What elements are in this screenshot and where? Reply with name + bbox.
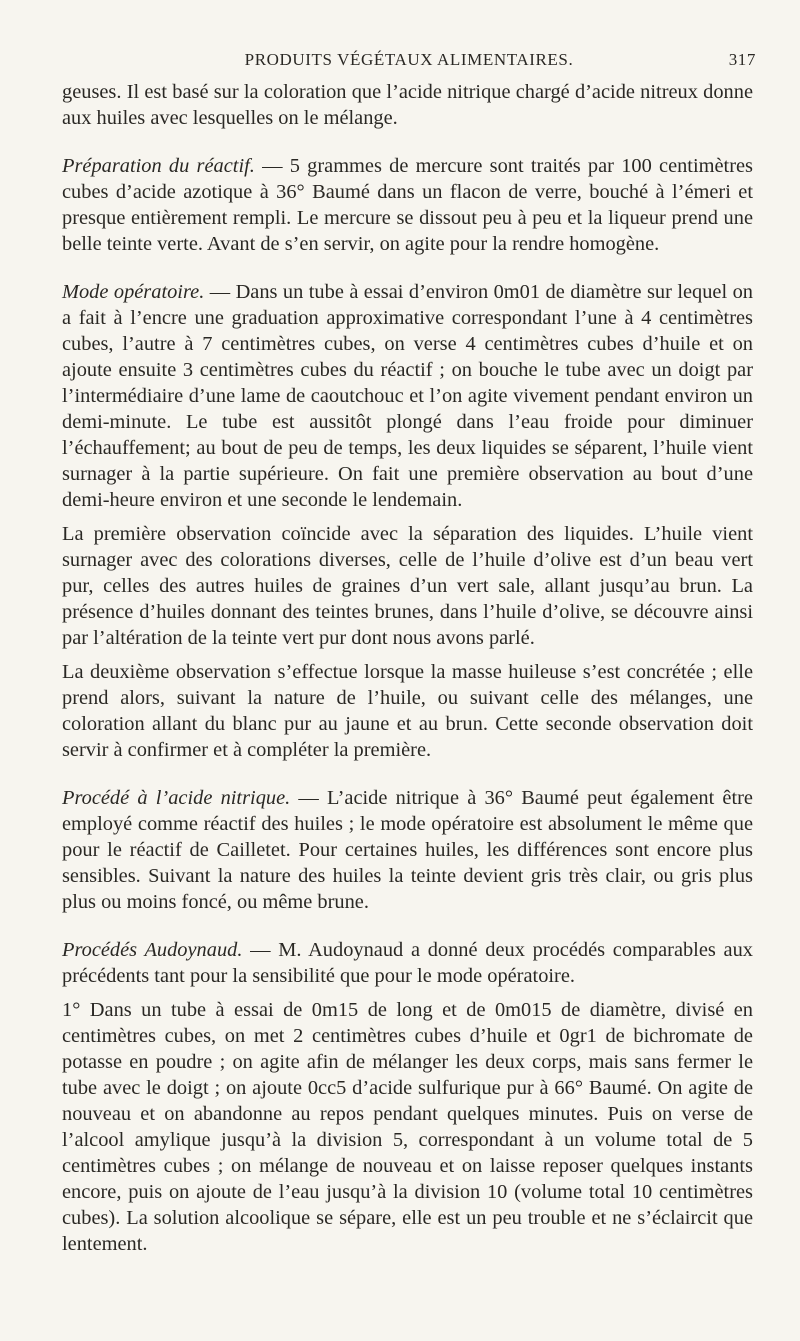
paragraph-text: — Dans un tube à essai d’environ 0m01 de diamètre sur lequel on a fait à l’encre une graduation approximative correspondant l’une à 4 centimètres cubes, l’autre à 7 centimètres cubes, on verse 4 centimètres cubes d’huile et on ajoute ensuite 3 centimètres cubes du réactif ; on bouche le tube avec un doigt par l’intermédiaire d’une lame de caoutchouc et l’on agite vivement pendant environ un demi-minute. Le tube est aussitôt plongé dans l’eau froide pour diminuer l’échauffement; au bout de peu de temps, les deux liquides se séparent, l’huile vient surnager à la partie supérieure. On fait une première observation au bout d’une demi-heure environ et une seconde le lendemain. xyxy=(62,281,753,511)
paragraph-text: La deuxième observation s’effectue lorsque la masse huileuse s’est concrétée ; elle prend alors, suivant la nature de l’huile, ou suivant celle des mélanges, une coloration allant du blanc pur au jaune et au brun. Cette seconde observation doit servir à confirmer et à compléter la première. xyxy=(62,661,753,761)
paragraph-text: La première observation coïncide avec la séparation des liquides. L’huile vient surnager avec des colorations diverses, celle de l’huile d’olive est d’un beau vert pur, celles des autres huiles de graines d’un vert sale, allant jusqu’au brun. La présence d’huiles donnant des teintes brunes, dans l’huile d’olive, se découvre ainsi par l’altération de la teinte vert pur dont nous avons parlé. xyxy=(62,523,753,649)
paragraph-text: geuses. Il est basé sur la coloration que l’acide nitrique chargé d’acide nitreux donne aux huiles avec lesquelles on le mélange. xyxy=(62,81,753,129)
paragraph xyxy=(62,659,753,763)
section-lead: Procédé à l’acide nitrique. xyxy=(62,787,291,809)
body-text xyxy=(62,79,753,1257)
paragraph-text: 1° Dans un tube à essai de 0m15 de long et de 0m015 de diamètre, divisé en centimètres cubes, on met 2 centimètres cubes d’huile et 0gr1 de bichromate de potasse en poudre ; on agite afin de mélanger les deux corps, mais sans fermer le tube avec le doigt ; on ajoute 0cc5 d’acide sulfurique pur à 66° Baumé. On agite de nouveau et on abandonne au repos pendant quelques minutes. Puis on verse de l’alcool amylique jusqu’à la division 5, correspondant à un volume total de 5 centimètres cubes ; on mélange de nouveau et on laisse reposer quelques instants encore, puis on ajoute de l’eau jusqu’à la division 10 (volume total 10 centimètres cubes). La solution alcoolique se sépare, elle est un peu trouble et ne s’éclaircit que lentement. xyxy=(62,999,753,1255)
section-lead: Mode opératoire. xyxy=(62,281,205,303)
running-header xyxy=(62,50,756,74)
paragraph xyxy=(62,521,753,651)
paragraph xyxy=(62,997,753,1257)
page-number: 317 xyxy=(728,50,756,69)
running-title: PRODUITS VÉGÉTAUX ALIMENTAIRES. xyxy=(244,50,574,69)
paragraph-text: — L’acide nitrique à 36° Baumé peut également être employé comme réactif des huiles ; le mode opératoire est absolument le même que pour le réactif de Cailletet. Pour certaines huiles, les différences sont encore plus sensibles. Suivant la nature des huiles la teinte devient gris très clair, ou gris plus plus ou moins foncé, ou même brune. xyxy=(62,787,753,913)
paragraph xyxy=(62,937,753,989)
paragraph-text: — 5 grammes de mercure sont traités par 100 centimètres cubes d’acide azotique à 36° Baumé dans un flacon de verre, bouché à l’émeri et presque entièrement rempli. Le mercure se dissout peu à peu et la liqueur prend une belle teinte verte. Avant de s’en servir, on agite pour la rendre homogène. xyxy=(62,155,753,255)
paragraph xyxy=(62,785,753,915)
paragraph-text: — M. Audoynaud a donné deux procédés comparables aux précédents tant pour la sensibilité que pour le mode opératoire. xyxy=(62,939,753,987)
paragraph xyxy=(62,153,753,257)
paragraph xyxy=(62,79,753,131)
section-lead: Préparation du réactif. xyxy=(62,155,255,177)
section-lead: Procédés Audoynaud. xyxy=(62,939,243,961)
paragraph xyxy=(62,279,753,513)
